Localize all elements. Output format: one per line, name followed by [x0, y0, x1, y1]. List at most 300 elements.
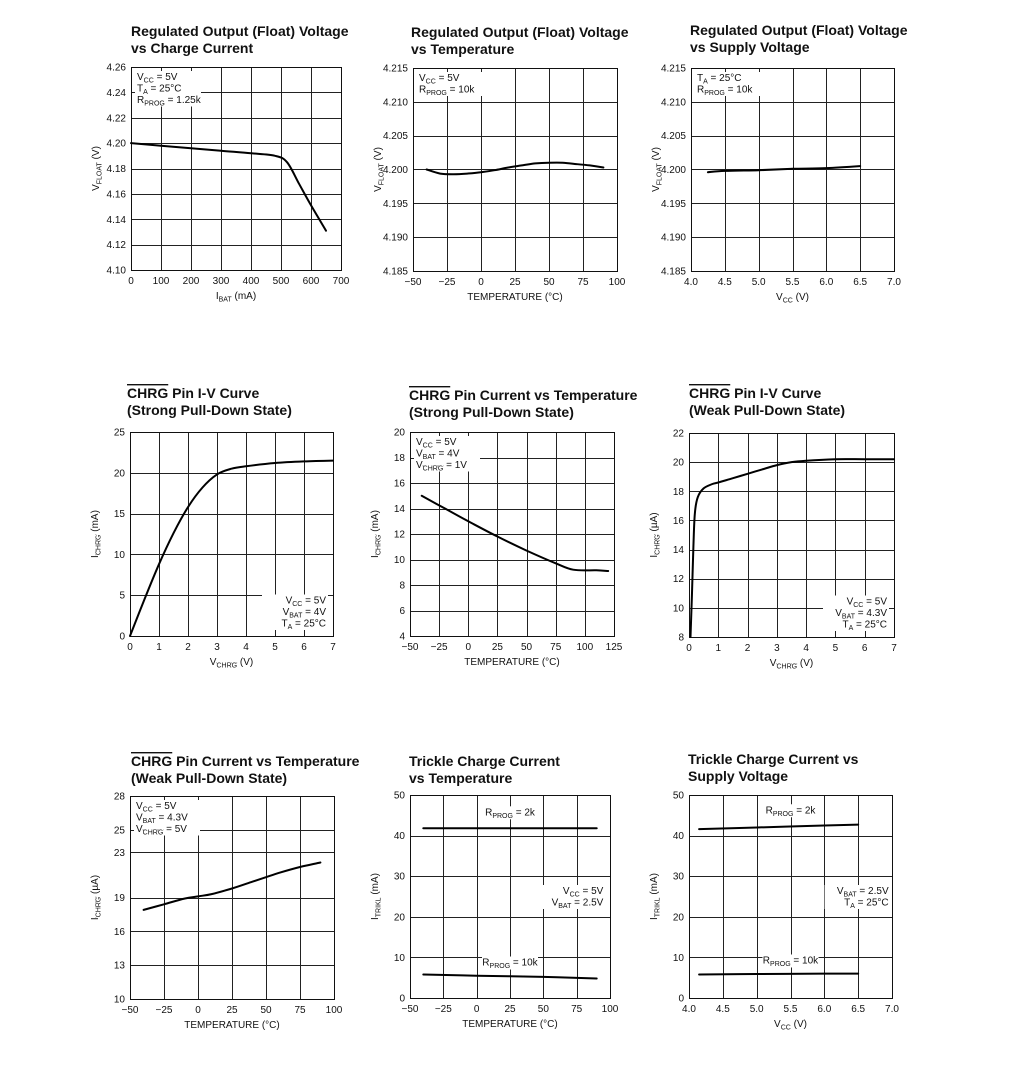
condition-label-part: PROG	[704, 90, 725, 97]
y-tick-label: 0	[678, 993, 684, 1005]
chart-title-line: (Weak Pull-Down State)	[689, 402, 846, 418]
x-tick-label: 2	[744, 643, 751, 654]
y-tick-label: 16	[672, 515, 684, 527]
y-tick-label: 4.200	[382, 165, 408, 176]
condition-label-part: = 10k	[446, 84, 475, 96]
condition-label-part: BAT	[142, 818, 156, 825]
condition-label-part: PROG	[426, 90, 447, 97]
condition-label-part: = 4.3V	[155, 812, 188, 824]
condition-label-part: = 10k	[724, 84, 753, 96]
x-tick-label: 4	[243, 642, 249, 653]
chart-title-overline-part: CHRG	[131, 753, 173, 769]
x-tick-label: 0	[473, 1004, 480, 1015]
x-tick-label: 700	[332, 276, 350, 287]
y-tick-label: 4.185	[382, 266, 408, 278]
y-axis-label	[91, 146, 104, 191]
x-tick-label: 1	[156, 642, 162, 653]
y-tick-label: 16	[393, 478, 405, 490]
y-axis-label-part: FLOAT	[378, 163, 386, 186]
chart-title-line: vs Supply Voltage	[690, 39, 810, 55]
chart-title-line: vs Temperature	[411, 41, 515, 57]
x-tick-label: 4.0	[682, 1004, 696, 1015]
x-tick-label: 0	[478, 277, 484, 288]
x-axis-label-part: V	[209, 657, 217, 668]
chart-title-line	[127, 385, 259, 401]
y-axis-label-part: I	[370, 917, 381, 921]
x-tick-label: 75	[577, 277, 589, 288]
x-tick-label: 7.0	[885, 1004, 899, 1015]
series-label-part: PROG	[770, 960, 791, 968]
series-label-part: PROG	[492, 812, 513, 820]
chart-title-line	[131, 753, 360, 769]
condition-label-part: = 5V	[432, 437, 457, 448]
chart-title-overline-part: CHRG	[689, 385, 731, 401]
y-tick-label: 5	[119, 590, 125, 602]
x-tick-label: 200	[182, 276, 200, 287]
x-tick-label: 0	[127, 642, 133, 653]
chart-title-line: vs Temperature	[409, 770, 513, 786]
y-tick-label: 20	[672, 457, 684, 469]
chart-title-line: Supply Voltage	[688, 768, 789, 784]
y-axis-label	[651, 147, 664, 192]
x-tick-label: 600	[302, 276, 320, 287]
condition-label-part: = 5V	[863, 596, 887, 608]
y-tick-label: 20	[672, 912, 684, 924]
y-axis-label-part: CHRG	[654, 534, 662, 555]
x-axis-label-part: (V)	[792, 292, 809, 303]
y-tick-label: 4.20	[106, 138, 126, 150]
y-tick-label: 4.10	[106, 265, 126, 277]
y-tick-label: 10	[672, 952, 684, 964]
condition-label-part: V	[285, 595, 293, 607]
x-tick-label: 4.0	[684, 277, 698, 288]
condition-label-part: = 5V	[152, 801, 177, 812]
condition-label-part: V	[416, 448, 423, 460]
y-axis-label	[373, 147, 386, 192]
condition-label-part: = 1V	[443, 460, 467, 471]
condition-label-part: V	[846, 596, 854, 608]
y-tick-label: 10	[672, 603, 684, 615]
y-axis-label	[649, 873, 662, 920]
condition-label-part: V	[419, 73, 426, 84]
chart-9	[649, 751, 899, 1032]
x-tick-label: 4.5	[715, 1004, 730, 1015]
x-tick-label: −25	[434, 1004, 452, 1015]
y-tick-label: 28	[113, 791, 125, 803]
chart-title-line: Trickle Charge Current	[409, 753, 560, 769]
series-line	[131, 143, 326, 231]
y-tick-label: 4.26	[106, 62, 126, 74]
y-tick-label: 4.210	[382, 97, 408, 109]
x-tick-label: 50	[543, 277, 555, 288]
x-axis-label-part: CC	[782, 297, 793, 305]
condition-label-part: = 5V	[435, 73, 460, 84]
condition-label-part: CC	[143, 77, 154, 85]
x-tick-label: −50	[401, 1004, 419, 1015]
condition-label-part: A	[143, 89, 148, 96]
x-tick-label: 25	[504, 1004, 516, 1015]
x-axis-label	[776, 292, 809, 305]
y-tick-label: 8	[399, 580, 405, 592]
condition-label-part: R	[137, 95, 145, 106]
x-axis-label	[774, 1019, 807, 1032]
x-tick-label: 1	[715, 643, 722, 654]
y-tick-label: 4.195	[382, 198, 408, 210]
y-axis-label-part: (V)	[373, 147, 384, 164]
y-axis-label-part: (mA)	[90, 510, 101, 535]
x-tick-label: 5.0	[749, 1004, 764, 1015]
condition-label-part: A	[703, 78, 708, 86]
condition-label-part: BAT	[841, 613, 856, 621]
y-tick-label: 40	[393, 831, 405, 843]
chart-title-line: Trickle Charge Current vs	[688, 751, 859, 767]
series-label-part: = 2k	[512, 807, 535, 819]
y-tick-label: 18	[393, 453, 405, 464]
y-tick-label: 20	[393, 427, 405, 439]
y-tick-label: 30	[393, 871, 405, 883]
y-axis-label-part: I	[90, 555, 101, 558]
series-label-part: R	[762, 955, 771, 967]
series-label-part: = 10k	[510, 957, 538, 969]
x-tick-label: 6.5	[851, 1004, 866, 1015]
y-tick-label: 4.190	[660, 232, 686, 244]
x-tick-label: 6	[861, 643, 868, 654]
condition-label-part: T	[137, 83, 144, 95]
y-tick-label: 4.195	[660, 198, 686, 210]
x-axis-label	[770, 658, 813, 671]
x-tick-label: 75	[571, 1004, 583, 1015]
x-tick-label: 75	[550, 642, 562, 653]
chart-title-overline-part: CHRG	[127, 385, 169, 401]
x-axis-label-part: TEMPERATURE (°C)	[462, 1019, 558, 1030]
y-tick-label: 40	[672, 831, 684, 843]
chart-1	[91, 23, 350, 304]
y-axis-label-part: CHRG	[95, 534, 103, 556]
y-axis-label-part: (mA)	[370, 510, 381, 535]
x-tick-label: 100	[601, 1004, 619, 1015]
y-axis-label-part: I	[370, 555, 381, 558]
x-tick-label: 25	[491, 642, 503, 653]
y-tick-label: 19	[113, 893, 125, 904]
series-line	[423, 975, 596, 979]
x-tick-label: 0	[128, 276, 134, 287]
condition-label-part: V	[416, 437, 423, 448]
condition-label-part: = 5V	[302, 595, 326, 607]
x-tick-label: −25	[430, 642, 448, 653]
x-axis-label	[462, 1019, 557, 1030]
series-label-part: PROG	[489, 963, 511, 971]
condition-label-part: = 2.5V	[856, 886, 889, 897]
y-tick-label: 4.215	[382, 63, 408, 75]
y-tick-label: 4.18	[106, 164, 126, 175]
y-tick-label: 16	[113, 926, 125, 938]
x-tick-label: 6.0	[819, 277, 834, 288]
chart-title-line	[689, 385, 821, 401]
chart-title-line: (Weak Pull-Down State)	[131, 770, 288, 786]
x-axis-label-part: TEMPERATURE (°C)	[184, 1020, 280, 1031]
y-tick-label: 4	[399, 631, 405, 643]
y-axis-label	[649, 512, 662, 557]
y-tick-label: 4.205	[660, 131, 686, 143]
x-tick-label: 100	[152, 276, 170, 287]
chart-title-line: (Strong Pull-Down State)	[409, 404, 574, 420]
condition-label-part: CC	[422, 442, 433, 450]
condition-label-part: T	[844, 897, 851, 909]
y-axis-label-part: V	[91, 184, 102, 191]
condition-label-part: T	[697, 73, 704, 84]
chart-title-line: (Strong Pull-Down State)	[127, 402, 292, 418]
x-tick-label: 5	[272, 642, 278, 653]
y-tick-label: 13	[113, 960, 125, 972]
condition-label-part: V	[835, 608, 842, 619]
y-tick-label: 0	[119, 631, 125, 643]
x-axis-label	[464, 657, 559, 668]
chart-title-part: Pin Current vs Temperature	[172, 753, 360, 769]
x-tick-label: 3	[214, 642, 220, 653]
x-axis-label-part: CHRG	[776, 663, 798, 671]
x-tick-label: 25	[509, 277, 521, 288]
x-tick-label: 5.5	[785, 277, 800, 288]
y-axis-label	[370, 510, 383, 558]
x-tick-label: 100	[325, 1005, 343, 1016]
condition-label-part: V	[136, 812, 143, 824]
x-tick-label: 6.0	[817, 1004, 832, 1015]
chart-title-line: Regulated Output (Float) Voltage	[131, 23, 349, 39]
x-tick-label: 50	[537, 1004, 549, 1015]
chart-4	[90, 385, 336, 670]
y-tick-label: 4.12	[106, 240, 126, 252]
y-tick-label: 4.200	[660, 165, 686, 176]
y-tick-label: 25	[113, 825, 125, 837]
x-tick-label: 5.0	[751, 277, 766, 288]
condition-label-part: = 25°C	[854, 897, 889, 909]
y-tick-label: 23	[113, 847, 125, 859]
x-tick-label: 75	[294, 1005, 306, 1016]
condition-label-part: CC	[292, 601, 303, 608]
x-tick-label: 400	[242, 276, 260, 287]
chart-7	[90, 753, 360, 1031]
x-axis-label-part: V	[769, 658, 777, 669]
x-axis-label	[184, 1020, 279, 1031]
y-tick-label: 4.14	[106, 214, 126, 226]
x-axis-label-part: CHRG	[216, 662, 238, 670]
y-axis-label-part: FLOAT	[656, 163, 664, 186]
x-tick-label: −50	[121, 1005, 139, 1016]
condition-label-part: V	[416, 460, 423, 471]
y-tick-label: 50	[393, 790, 405, 802]
condition-label-part: PROG	[144, 100, 165, 108]
y-tick-label: 10	[113, 549, 125, 561]
y-axis-label-part: CHRG	[375, 534, 383, 556]
x-tick-label: 100	[576, 642, 594, 653]
x-axis-label-part: (V)	[237, 657, 254, 668]
series-label-part: R	[765, 805, 773, 817]
x-axis-label-part: CC	[780, 1024, 791, 1032]
condition-label-part: T	[842, 619, 849, 631]
x-tick-label: 0	[686, 643, 692, 654]
condition-label-part: CHRG	[422, 465, 444, 473]
x-tick-label: 6.5	[853, 277, 868, 288]
y-tick-label: 15	[113, 509, 125, 521]
condition-label-part: CHRG	[142, 829, 164, 837]
y-tick-label: 30	[672, 871, 684, 883]
y-axis-label-part: TRIKL	[375, 897, 383, 918]
series-label-part: = 2k	[793, 805, 816, 817]
condition-label-part: = 4V	[302, 607, 326, 618]
x-axis-label	[210, 657, 253, 670]
series-label-part: R	[485, 807, 493, 819]
x-tick-label: 7	[330, 642, 336, 653]
condition-label-part: T	[281, 618, 288, 630]
y-axis-label	[90, 510, 103, 558]
y-axis-label-part: (µA)	[90, 874, 101, 897]
x-tick-label: 2	[185, 642, 191, 653]
x-tick-label: 25	[226, 1005, 238, 1016]
y-tick-label: 4.24	[106, 87, 126, 99]
condition-label-part: BAT	[422, 454, 436, 461]
y-axis-label	[370, 873, 383, 920]
y-axis-label-part: (V)	[91, 146, 102, 163]
condition-label-part: = 25°C	[292, 618, 326, 630]
x-tick-label: 125	[605, 642, 623, 653]
y-axis-label-part: V	[651, 185, 662, 192]
chart-2	[373, 24, 629, 303]
condition-label-part: = 4.3V	[855, 608, 887, 619]
condition-label-part: = 5V	[579, 886, 604, 897]
y-tick-label: 6	[399, 606, 405, 617]
condition-label-part: A	[850, 903, 855, 910]
condition-label-part: V	[136, 824, 143, 835]
x-tick-label: 0	[465, 642, 472, 653]
condition-label-part: = 4V	[435, 448, 460, 460]
x-axis-label-part: V	[774, 1019, 781, 1030]
chart-5	[370, 387, 638, 668]
y-axis-label	[90, 875, 103, 920]
x-tick-label: 3	[774, 643, 780, 654]
x-tick-label: 500	[272, 276, 290, 287]
condition-label-part: BAT	[843, 891, 857, 899]
y-tick-label: 8	[678, 632, 684, 644]
chart-title-line: Regulated Output (Float) Voltage	[411, 24, 629, 40]
x-tick-label: 5	[832, 643, 839, 654]
y-tick-label: 4.185	[660, 266, 686, 278]
chart-8	[370, 753, 619, 1030]
condition-label-part: CC	[853, 602, 864, 609]
y-axis-label-part: (µA)	[649, 512, 660, 535]
series-line	[144, 863, 321, 910]
condition-label-part: = 2.5V	[571, 897, 604, 909]
plot-frame	[692, 69, 895, 272]
x-tick-label: 5.5	[783, 1004, 798, 1015]
condition-label-part: = 25°C	[707, 73, 742, 84]
y-tick-label: 12	[393, 529, 405, 541]
y-tick-label: 4.215	[660, 63, 686, 75]
y-axis-label-part: TRIKL	[654, 897, 662, 918]
x-axis-label-part: (V)	[797, 658, 814, 669]
y-tick-label: 14	[393, 504, 405, 515]
y-tick-label: 20	[393, 912, 405, 924]
y-tick-label: 4.16	[106, 189, 126, 201]
y-tick-label: 50	[672, 790, 684, 802]
y-axis-label-part: V	[373, 185, 384, 192]
x-tick-label: −25	[155, 1005, 173, 1016]
x-tick-label: 7.0	[887, 277, 901, 288]
chart-title-overline-part: CHRG	[409, 387, 451, 403]
chart-title-line: vs Charge Current	[131, 40, 254, 56]
chart-title-part: Pin Current vs Temperature	[450, 387, 638, 403]
series-label-part: R	[482, 957, 490, 969]
y-axis-label-part: (V)	[651, 147, 662, 164]
x-tick-label: −25	[438, 277, 456, 288]
chart-3	[651, 22, 908, 305]
condition-label-part: V	[137, 72, 144, 83]
condition-label-part: = 5V	[153, 72, 178, 83]
condition-label-part: V	[836, 886, 844, 897]
condition-label-part: = 25°C	[147, 83, 182, 95]
y-axis-label-part: CHRG	[95, 896, 103, 918]
x-tick-label: 6	[301, 642, 307, 653]
x-tick-label: 4.5	[717, 277, 732, 288]
condition-label-part: A	[287, 624, 293, 631]
y-tick-label: 20	[113, 468, 125, 480]
y-axis-label-part: FLOAT	[96, 162, 104, 185]
y-tick-label: 14	[672, 545, 684, 557]
y-tick-label: 10	[393, 555, 405, 566]
condition-label-part: V	[551, 897, 559, 909]
x-axis-label-part: BAT	[218, 296, 232, 304]
y-tick-label: 4.205	[382, 131, 408, 143]
x-tick-label: 4	[803, 643, 809, 654]
series-line	[427, 163, 604, 175]
y-axis-label-part: (mA)	[649, 872, 660, 898]
condition-label-part: = 25°C	[853, 619, 887, 631]
series-label-part: PROG	[772, 810, 794, 818]
x-axis-label	[216, 291, 256, 304]
condition-label-part: R	[697, 84, 705, 96]
series-line	[699, 974, 858, 975]
condition-label-part: V	[136, 801, 143, 812]
condition-label-part: A	[848, 625, 854, 632]
condition-label-part: CC	[142, 806, 153, 814]
y-tick-label: 12	[672, 574, 684, 586]
condition-label-part: BAT	[558, 903, 572, 910]
y-tick-label: 4.22	[106, 113, 126, 125]
y-axis-label-part: I	[649, 917, 660, 921]
x-axis-label-part: I	[215, 291, 219, 302]
series-line	[699, 825, 858, 830]
chart-title-line: Regulated Output (Float) Voltage	[690, 22, 908, 38]
y-axis-label-part: I	[649, 554, 660, 558]
x-tick-label: 0	[195, 1005, 201, 1016]
chart-title-part: Pin I-V Curve	[730, 385, 822, 401]
y-tick-label: 4.190	[382, 232, 408, 244]
condition-label-part: BAT	[289, 612, 303, 620]
x-tick-label: 50	[260, 1005, 272, 1016]
condition-label-part: = 5V	[163, 824, 187, 835]
chart-title-part: Pin I-V Curve	[168, 385, 260, 401]
x-axis-label-part: (V)	[790, 1019, 807, 1030]
y-tick-label: 18	[672, 486, 684, 498]
condition-label-part: V	[562, 886, 570, 897]
x-tick-label: 100	[608, 277, 626, 288]
series-label-part: = 10k	[790, 955, 819, 967]
chart-6	[649, 385, 897, 671]
condition-label-part: CC	[425, 78, 436, 86]
x-axis-label-part: V	[776, 292, 783, 303]
condition-label-part: V	[282, 607, 290, 618]
condition-label-part: R	[419, 84, 427, 96]
x-tick-label: 7	[891, 643, 897, 654]
